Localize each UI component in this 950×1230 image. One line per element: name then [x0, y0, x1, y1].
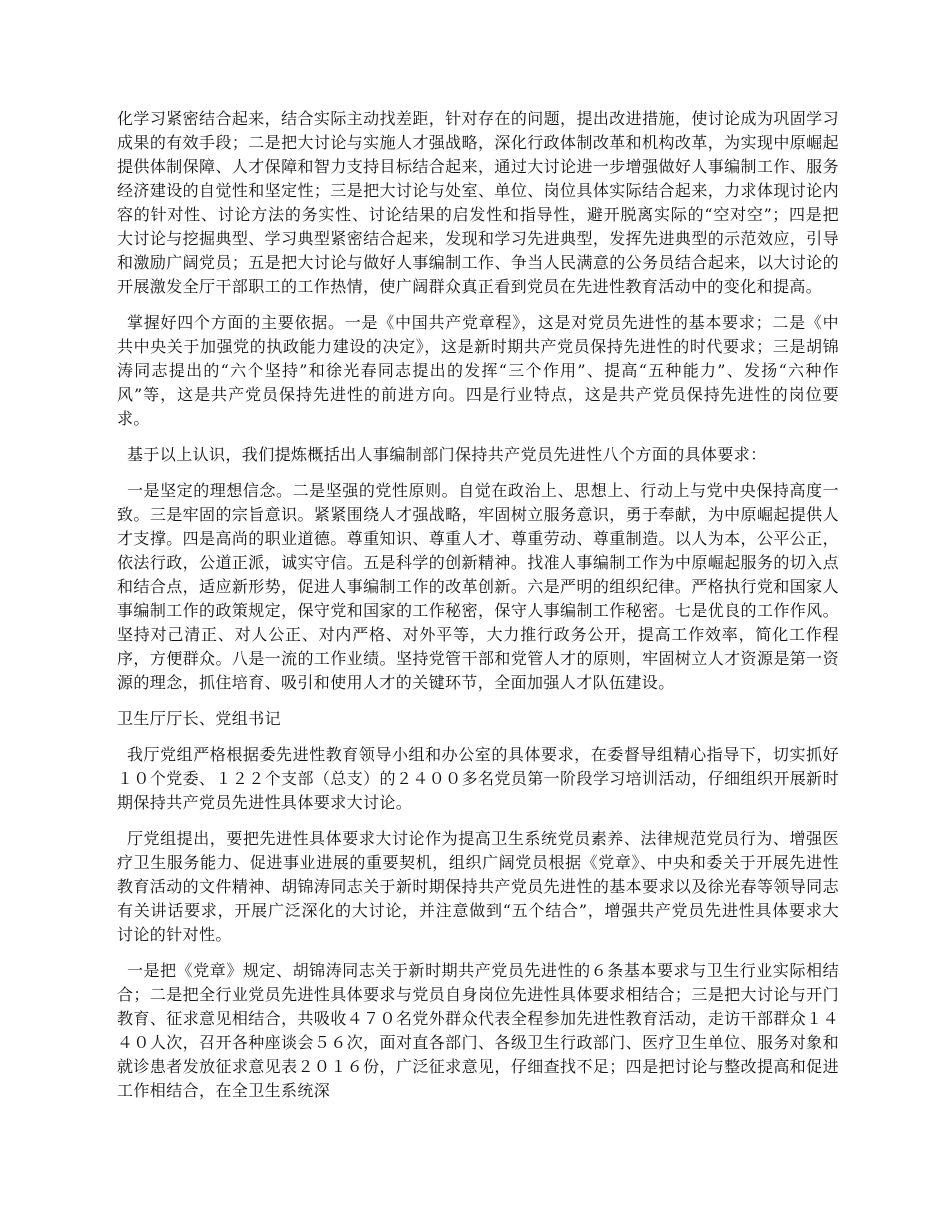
paragraph-6: 厅党组提出，要把先进性具体要求大讨论作为提高卫生系统党员素养、法律规范党员行为、增强医疗卫生服务能力、促进事业进展的重要契机，组织广阔党员根据《党章》、中央和委关于开展先进性教育活动的文件精神、胡锦涛同志关于新时期保持共产党员先进性的基本要求以及徐光春等领导同志有关讲话要求，开展广泛深化的大讨论，并注意做到“五个结合”，增强共产党员先进性具体要求大讨论的针对性。 — [117, 829, 839, 944]
document-page — [117, 107, 839, 1115]
paragraph-3: 基于以上认识，我们提炼概括出人事编制部门保持共产党员先进性八个方面的具体要求： — [127, 445, 767, 464]
paragraph-7: 一是把《党章》规定、胡锦涛同志关于新时期共产党员先进性的６条基本要求与卫生行业实际相结合；二是把全行业党员先进性具体要求与党员自身岗位先进性具体要求相结合；三是把大讨论与开门教育、征求意见相结合，共吸收４７０名党外群众代表全程参加先进性教育活动，走访干部群众１４４０人次，召开各种座谈会５６次，面对直各部门、各级卫生行政部门、医疗卫生单位、服务对象和就诊患者发放征求意见表２０１６份，广泛征求意见，仔细查找不足；四是把讨论与整改提高和促进工作相结合，在全卫生系统深 — [117, 961, 839, 1100]
paragraph-2: 掌握好四个方面的主要依据。一是《中国共产党章程》，这是对党员先进性的基本要求；二是《中共中央关于加强党的执政能力建设的决定》，这是新时期共产党员保持先进性的时代要求；三是胡锦涛同志提出的“六个坚持”和徐光春同志提出的发挥“三个作用”、提高“五种能力”、发扬“六种作风”等，这是共产党员保持先进性的前进方向。四是行业特点，这是共产党员保持先进性的岗位要求。 — [117, 313, 839, 428]
paragraph-4: 一是坚定的理想信念。二是坚强的党性原则。自觉在政治上、思想上、行动上与党中央保持高度一致。三是牢固的宗旨意识。紧紧围绕人才强战略，牢固树立服务意识，勇于奉献，为中原崛起提供人才支撑。四是高尚的职业道德。尊重知识、尊重人才、尊重劳动、尊重制造。以人为本，公平公正，依法行政，公道正派，诚实守信。五是科学的创新精神。找准人事编制工作为中原崛起服务的切入点和结合点，适应新形势，促进人事编制工作的改革创新。六是严明的组织纪律。严格执行党和国家人事编制工作的政策规定，保守党和国家的工作秘密，保守人事编制工作秘密。七是优良的工作作风。坚持对己清正、对人公正、对内严格、对外平等，大力推行政务公开，提高工作效率，简化工作程序，方便群众。八是一流的工作业绩。坚持党管干部和党管人才的原则，牢固树立人才资源是第一资源的理念，抓住培育、吸引和使用人才的关键环节，全面加强人才队伍建设。 — [117, 481, 839, 692]
paragraph-1: 化学习紧密结合起来，结合实际主动找差距，针对存在的问题，提出改进措施，使讨论成为巩固学习成果的有效手段；二是把大讨论与实施人才强战略，深化行政体制改革和机构改革，为实现中原崛起提供体制保障、人才保障和智力支持目标结合起来，通过大讨论进一步增强做好人事编制工作、服务经济建设的自觉性和坚定性；三是把大讨论与处室、单位、岗位具体实际结合起来，力求体现讨论内容的针对性、讨论方法的务实性、讨论结果的启发性和指导性，避开脱离实际的“空对空”；四是把大讨论与挖掘典型、学习典型紧密结合起来，发现和学习先进典型，发挥先进典型的示范效应，引导和激励广阔党员；五是把大讨论与做好人事编制工作、争当人民满意的公务员结合起来，以大讨论的开展激发全厅干部职工的工作热情，使广阔群众真正看到党员在先进性教育活动中的变化和提高。 — [117, 109, 839, 296]
paragraph-5: 我厅党组严格根据委先进性教育领导小组和办公室的具体要求，在委督导组精心指导下，切实抓好１０个党委、１２２个支部（总支）的２４００多名党员第一阶段学习培训活动，仔细组织开展新时期保持共产党员先进性具体要求大讨论。 — [117, 745, 839, 812]
section-heading: 卫生厅厅长、党组书记 — [117, 709, 282, 728]
